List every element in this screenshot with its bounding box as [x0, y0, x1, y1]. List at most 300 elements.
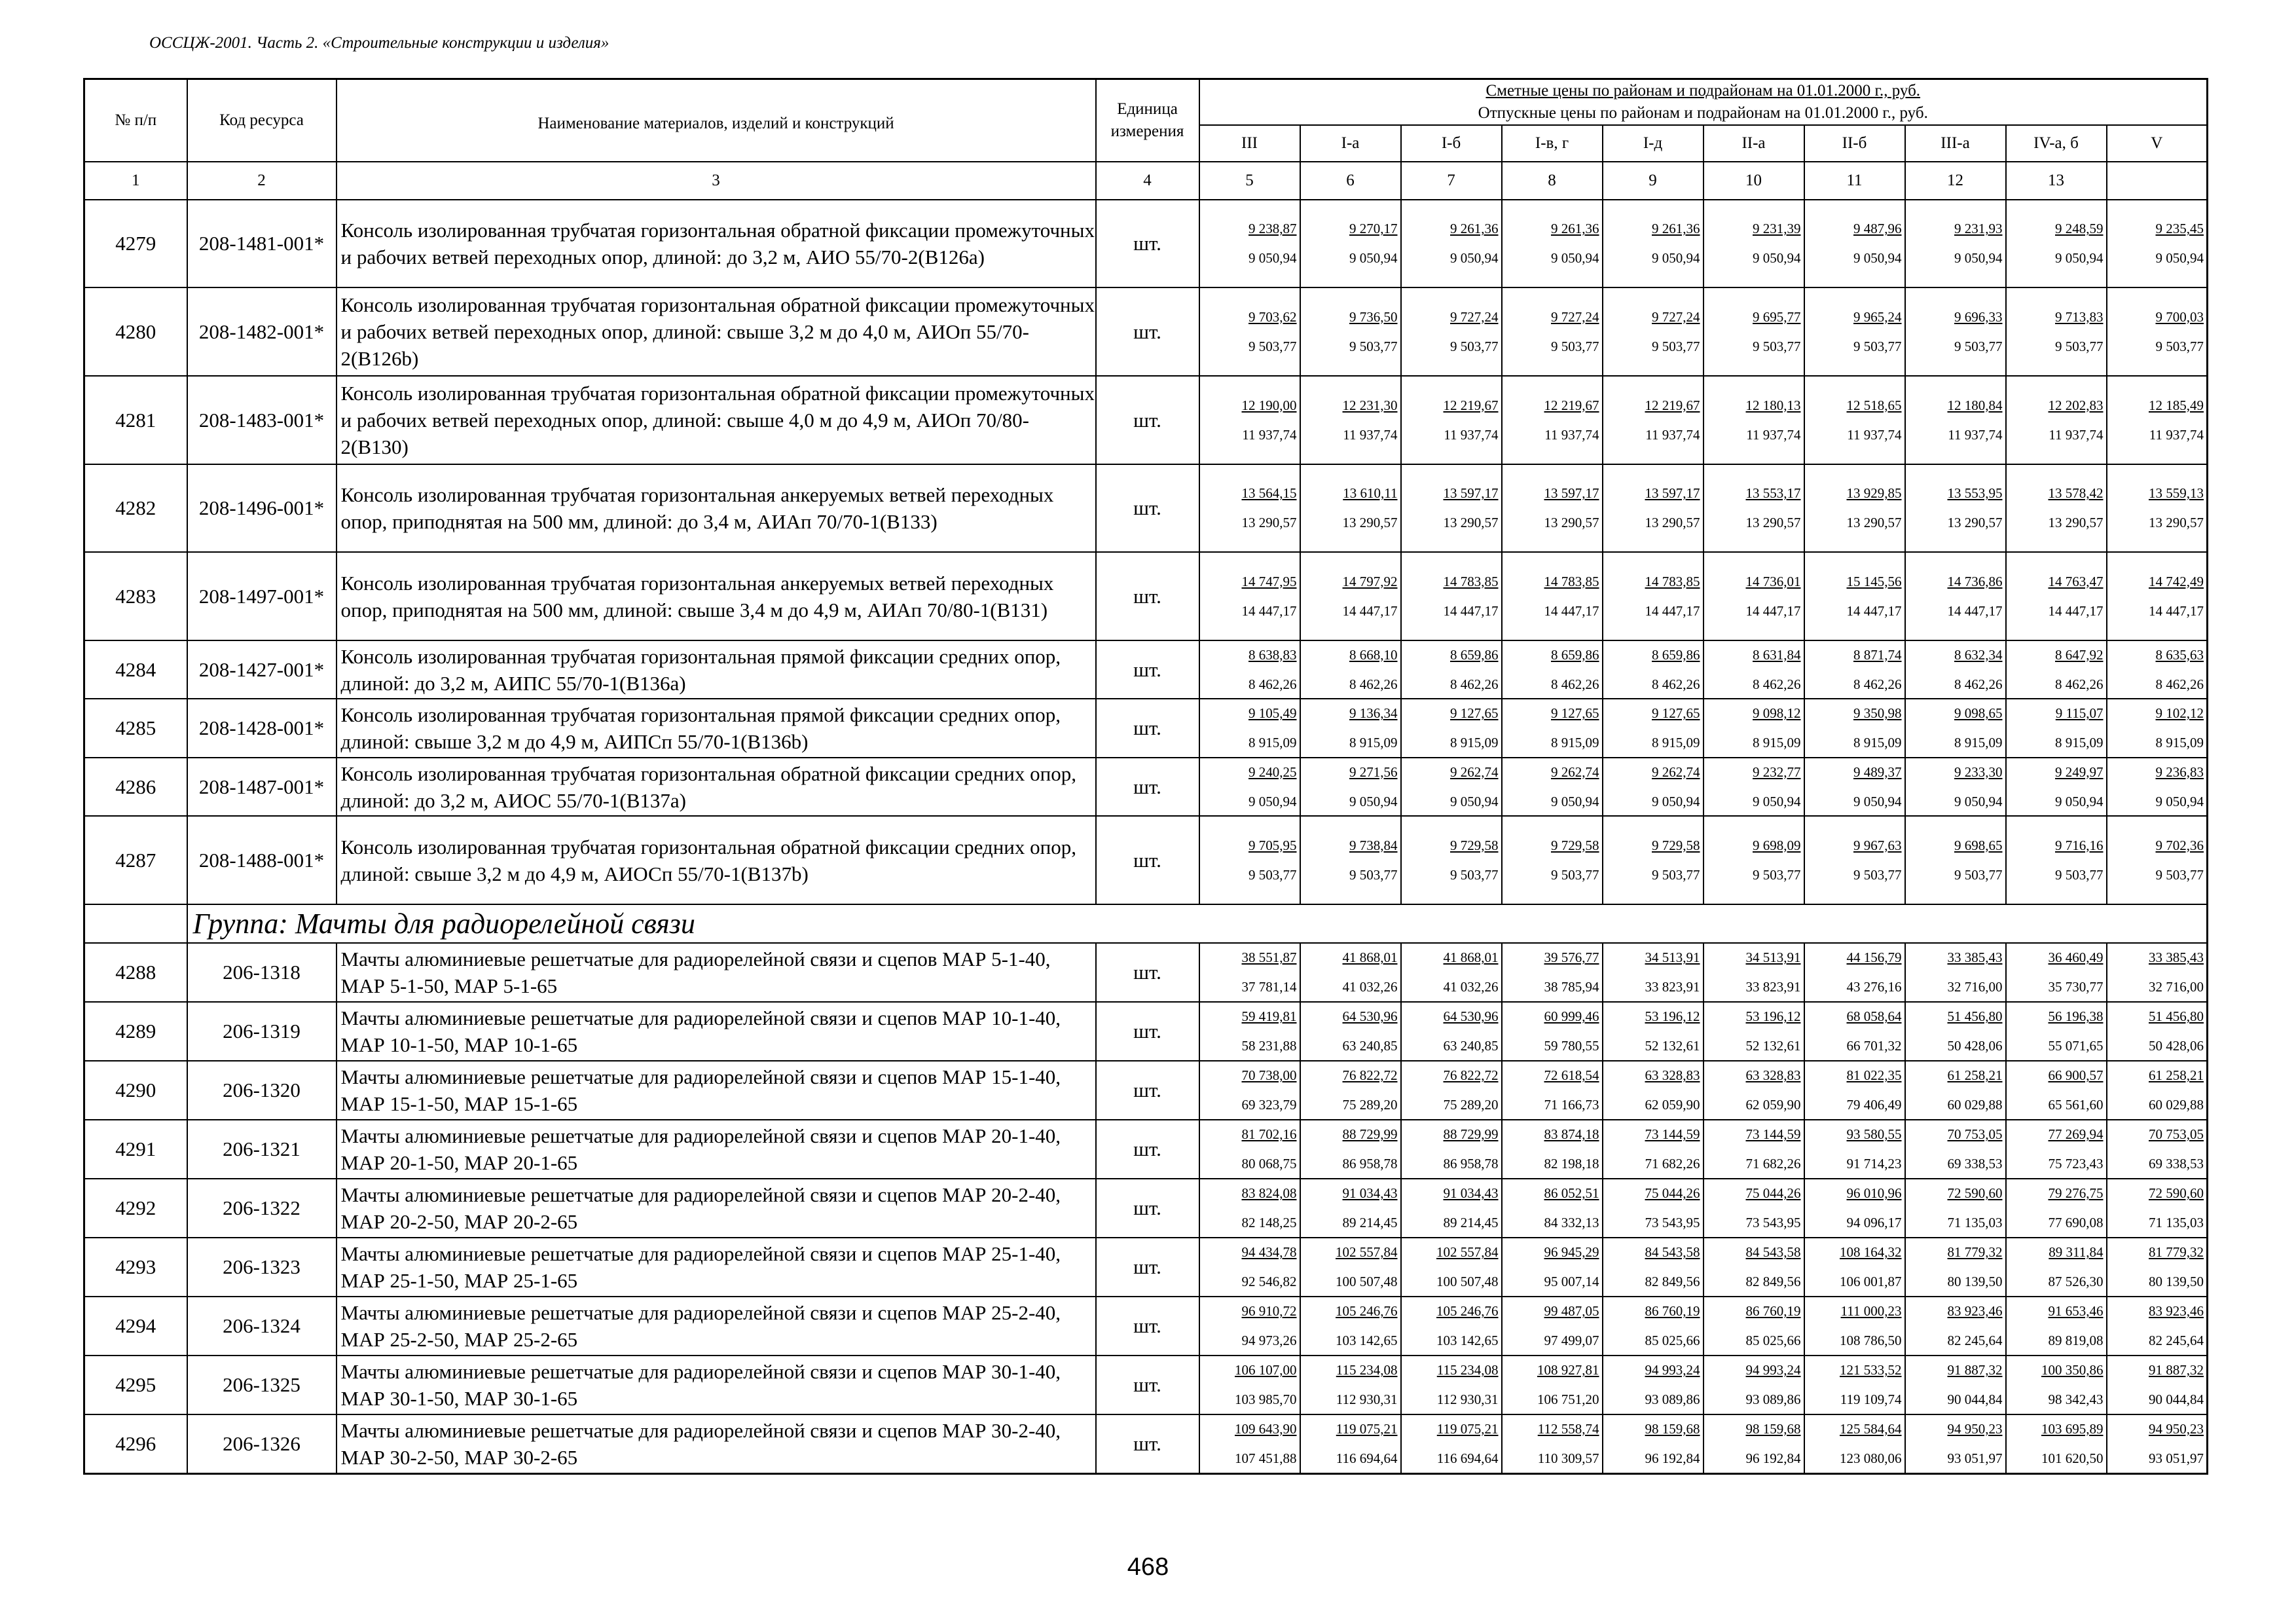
estimated-price: 8 871,74: [1853, 646, 1902, 663]
price-cell: [1199, 1238, 1300, 1297]
release-price: 63 240,85: [1342, 1038, 1398, 1054]
release-price: 14 447,17: [1241, 602, 1297, 619]
release-price: 73 543,95: [1745, 1215, 1801, 1230]
release-price: 69 338,53: [2149, 1156, 2204, 1172]
page-number: 468: [1127, 1553, 1169, 1581]
estimated-price: 13 553,17: [1745, 485, 1801, 501]
price-cell: [1401, 1002, 1502, 1061]
release-price: 9 050,94: [1349, 793, 1398, 809]
estimated-price: 63 328,83: [1745, 1067, 1801, 1083]
release-price: 43 276,16: [1846, 979, 1902, 995]
estimated-price: 33 385,43: [2149, 950, 2204, 965]
table-row: [84, 552, 2208, 640]
price-cell: [1199, 200, 1300, 287]
release-price: 11 937,74: [1847, 426, 1902, 443]
unit: шт.: [1096, 1238, 1199, 1297]
row-number: 4280: [84, 287, 187, 376]
estimated-price: 13 597,17: [1645, 485, 1700, 501]
price-cell: [1905, 1356, 2006, 1414]
estimated-price: 9 261,36: [1551, 221, 1599, 236]
price-cell: [2006, 376, 2107, 464]
release-price: 82 198,18: [1544, 1156, 1599, 1172]
estimated-price: 79 276,75: [2048, 1185, 2104, 1201]
release-price: 71 682,26: [1645, 1156, 1700, 1172]
item-name: Мачты алюминиевые решетчатые для радиорелейной связи и сцепов МАР 20-2-40, МАР 20-2-50, МАР 20-2-65: [337, 1179, 1096, 1238]
release-price: 41 032,26: [1342, 979, 1398, 995]
price-cell: [1804, 552, 1905, 640]
price-cell: [2107, 943, 2208, 1002]
estimated-price: 91 887,32: [1947, 1362, 2003, 1378]
estimated-price: 9 727,24: [1652, 308, 1700, 325]
price-cell: [1905, 287, 2006, 376]
price-cell: [1704, 1356, 1804, 1414]
release-price: 112 930,31: [1336, 1392, 1398, 1407]
item-name: Мачты алюминиевые решетчатые для радиорелейной связи и сцепов МАР 5-1-40, МАР 5-1-50, МАР 5-1-65: [337, 943, 1096, 1002]
resource-code: 206-1319: [187, 1002, 337, 1061]
header-unit: Единица измерения: [1096, 79, 1199, 162]
estimated-price: 115 234,08: [1436, 1362, 1499, 1378]
price-cell: [2107, 1356, 2208, 1414]
item-name: Мачты алюминиевые решетчатые для радиорелейной связи и сцепов МАР 25-1-40, МАР 25-1-50, МАР 25-1-65: [337, 1238, 1096, 1297]
row-number: 4286: [84, 758, 187, 816]
release-price: 9 050,94: [1551, 250, 1599, 266]
estimated-price: 8 647,92: [2055, 646, 2104, 663]
price-cell: [1704, 1297, 1804, 1356]
price-cell: [1804, 758, 1905, 816]
estimated-price: 9 248,59: [2055, 221, 2104, 236]
estimated-price: 13 597,17: [1544, 485, 1599, 501]
estimated-price: 86 052,51: [1544, 1185, 1599, 1201]
release-price: 9 503,77: [1551, 338, 1599, 354]
release-price: 9 050,94: [1450, 793, 1499, 809]
estimated-price: 14 797,92: [1342, 573, 1398, 589]
release-price: 37 781,14: [1241, 979, 1297, 995]
release-price: 93 051,97: [2149, 1450, 2204, 1466]
price-cell: [1905, 200, 2006, 287]
release-price: 100 507,48: [1336, 1274, 1398, 1289]
estimated-price: 112 558,74: [1537, 1420, 1599, 1437]
release-price: 9 050,94: [1248, 793, 1297, 809]
price-cell: [1401, 464, 1502, 552]
price-cell: [1704, 1061, 1804, 1120]
release-price: 9 503,77: [1954, 338, 2003, 354]
release-price: 75 723,43: [2048, 1156, 2104, 1172]
estimated-price: 94 993,24: [1745, 1362, 1801, 1378]
release-price: 11 937,74: [1544, 426, 1599, 443]
resource-code: 206-1323: [187, 1238, 337, 1297]
release-price: 52 132,61: [1745, 1038, 1801, 1054]
estimated-price: 106 107,00: [1235, 1362, 1297, 1378]
estimated-price: 13 929,85: [1846, 485, 1902, 501]
table-row: [84, 1238, 2208, 1297]
price-cell: [1401, 816, 1502, 904]
resource-code: 206-1322: [187, 1179, 337, 1238]
release-price: 73 543,95: [1645, 1215, 1700, 1230]
estimated-price: 94 993,24: [1645, 1362, 1700, 1378]
item-name: Консоль изолированная трубчатая горизонтальная прямой фиксации средних опор, длиной: свыше 3,2 м до 4,9 м, АИПСп 55/70-1(В136b): [337, 699, 1096, 758]
price-cell: [1603, 1356, 1704, 1414]
release-price: 9 503,77: [2155, 338, 2204, 354]
table-row: [84, 287, 2208, 376]
item-name: Консоль изолированная трубчатая горизонтальная обратной фиксации промежуточных и рабочих ветвей переходных опор, длиной: свыше 3,2 м до 4,0 м, АИОп 55/70-2(В126b): [337, 287, 1096, 376]
price-cell: [1199, 552, 1300, 640]
release-price: 82 849,56: [1645, 1274, 1700, 1289]
price-cell: [1804, 1238, 1905, 1297]
estimated-price: 12 219,67: [1544, 397, 1599, 413]
table-row: [84, 758, 2208, 816]
release-price: 82 245,64: [2149, 1333, 2204, 1348]
price-cell: [2107, 1414, 2208, 1473]
release-price: 62 059,90: [1745, 1097, 1801, 1113]
price-cell: [1502, 640, 1603, 699]
release-price: 9 050,94: [1853, 793, 1902, 809]
header-region: I-д: [1603, 125, 1704, 162]
price-cell: [1704, 1120, 1804, 1179]
price-cell: [1704, 699, 1804, 758]
estimated-price: 36 460,49: [2048, 950, 2104, 965]
estimated-price: 70 753,05: [2149, 1126, 2204, 1142]
release-price: 8 915,09: [1450, 735, 1499, 750]
release-price: 8 462,26: [1551, 676, 1599, 692]
table-row: [84, 1120, 2208, 1179]
estimated-price: 8 659,86: [1551, 646, 1599, 663]
release-price: 9 050,94: [1349, 250, 1398, 266]
release-price: 106 751,20: [1537, 1392, 1599, 1407]
price-cell: [1401, 200, 1502, 287]
estimated-price: 44 156,79: [1846, 950, 1902, 965]
table-row: [84, 1179, 2208, 1238]
price-cell: [1502, 1238, 1603, 1297]
release-price: 50 428,06: [2149, 1038, 2204, 1054]
item-name: Консоль изолированная трубчатая горизонтальная обратной фиксации средних опор, длиной: до 3,2 м, АИОС 55/70-1(В137а): [337, 758, 1096, 816]
resource-code: 206-1325: [187, 1356, 337, 1414]
release-price: 9 050,94: [1853, 250, 1902, 266]
release-price: 90 044,84: [2149, 1392, 2204, 1407]
estimated-price: 9 102,12: [2155, 705, 2204, 721]
price-cell: [2006, 552, 2107, 640]
release-price: 97 499,07: [1544, 1333, 1599, 1348]
release-price: 62 059,90: [1645, 1097, 1700, 1113]
release-price: 8 462,26: [1450, 676, 1499, 692]
estimated-price: 102 557,84: [1336, 1244, 1398, 1260]
price-cell: [1502, 1061, 1603, 1120]
price-cell: [1704, 1179, 1804, 1238]
estimated-price: 111 000,23: [1840, 1303, 1902, 1319]
release-price: 63 240,85: [1443, 1038, 1499, 1054]
price-cell: [2006, 1120, 2107, 1179]
estimated-price: 13 597,17: [1443, 485, 1499, 501]
price-cell: [1199, 1120, 1300, 1179]
price-cell: [2107, 640, 2208, 699]
estimated-price: 94 434,78: [1241, 1244, 1297, 1260]
price-cell: [1502, 376, 1603, 464]
release-price: 9 503,77: [1652, 866, 1700, 883]
release-price: 14 447,17: [1745, 602, 1801, 619]
header-region: I-а: [1300, 125, 1401, 162]
resource-code: 208-1481-001*: [187, 200, 337, 287]
release-price: 9 050,94: [2155, 793, 2204, 809]
column-number: 2: [187, 162, 337, 200]
price-cell: [1905, 1002, 2006, 1061]
table-row: [84, 1061, 2208, 1120]
estimated-price: 14 783,85: [1544, 573, 1599, 589]
column-number: 6: [1300, 162, 1401, 200]
price-cell: [1401, 1061, 1502, 1120]
price-cell: [1199, 758, 1300, 816]
estimated-price: 98 159,68: [1745, 1420, 1801, 1437]
price-cell: [1603, 699, 1704, 758]
item-name: Мачты алюминиевые решетчатые для радиорелейной связи и сцепов МАР 20-1-40, МАР 20-1-50, МАР 20-1-65: [337, 1120, 1096, 1179]
estimated-price: 51 456,80: [1947, 1008, 2003, 1024]
unit: шт.: [1096, 464, 1199, 552]
price-cell: [2107, 1061, 2208, 1120]
item-name: Консоль изолированная трубчатая горизонтальная обратной фиксации промежуточных и рабочих ветвей переходных опор, длиной: свыше 4,0 м до 4,9 м, АИОп 70/80-2(В130): [337, 376, 1096, 464]
release-price: 87 526,30: [2048, 1274, 2104, 1289]
estimated-price: 66 900,57: [2048, 1067, 2104, 1083]
estimated-price: 9 231,39: [1753, 221, 1801, 236]
price-cell: [1502, 1297, 1603, 1356]
estimated-price: 13 578,42: [2048, 485, 2104, 501]
price-cell: [2107, 552, 2208, 640]
estimated-price: 9 136,34: [1349, 705, 1398, 721]
estimated-price: 98 159,68: [1645, 1420, 1700, 1437]
estimated-price: 34 513,91: [1745, 950, 1801, 965]
row-number: 4289: [84, 1002, 187, 1061]
price-cell: [1603, 1179, 1704, 1238]
estimated-price: 9 698,09: [1753, 837, 1801, 853]
release-price: 14 447,17: [2149, 602, 2204, 619]
release-price: 66 701,32: [1846, 1038, 1902, 1054]
estimated-price: 84 543,58: [1745, 1244, 1801, 1260]
estimated-price: 125 584,64: [1840, 1420, 1902, 1437]
release-price: 9 503,77: [1551, 866, 1599, 883]
estimated-price: 9 127,65: [1652, 705, 1700, 721]
estimated-price: 93 580,55: [1846, 1126, 1902, 1142]
row-number: 4295: [84, 1356, 187, 1414]
price-cell: [1704, 376, 1804, 464]
release-price: 8 915,09: [1954, 735, 2003, 750]
release-price: 9 050,94: [1450, 250, 1499, 266]
price-cell: [1905, 1120, 2006, 1179]
row-number: 4288: [84, 943, 187, 1002]
estimated-price: 13 559,13: [2149, 485, 2204, 501]
price-cell: [1704, 758, 1804, 816]
release-price: 86 958,78: [1342, 1156, 1398, 1172]
price-cell: [2006, 1297, 2107, 1356]
table-row: [84, 464, 2208, 552]
release-price: 13 290,57: [1947, 515, 2003, 530]
price-cell: [1905, 816, 2006, 904]
release-price: 60 029,88: [2149, 1097, 2204, 1113]
estimated-price: 94 950,23: [1947, 1420, 2003, 1437]
release-price: 9 050,94: [1753, 793, 1801, 809]
estimated-price: 91 034,43: [1342, 1185, 1398, 1201]
row-number: 4287: [84, 816, 187, 904]
item-name: Мачты алюминиевые решетчатые для радиорелейной связи и сцепов МАР 25-2-40, МАР 25-2-50, МАР 25-2-65: [337, 1297, 1096, 1356]
price-cell: [1502, 1356, 1603, 1414]
unit: шт.: [1096, 1297, 1199, 1356]
header-region: II-б: [1804, 125, 1905, 162]
price-cell: [2107, 200, 2208, 287]
release-price: 95 007,14: [1544, 1274, 1599, 1289]
estimated-price: 9 262,74: [1551, 764, 1599, 780]
release-price: 93 051,97: [1947, 1450, 2003, 1466]
item-name: Консоль изолированная трубчатая горизонтальная анкеруемых ветвей переходных опор, приподнятая на 500 мм, длиной: свыше 3,4 м до 4,9 м, АИАп 70/80-1(В131): [337, 552, 1096, 640]
price-cell: [1199, 376, 1300, 464]
price-cell: [1300, 816, 1401, 904]
release-price: 13 290,57: [1645, 515, 1700, 530]
estimated-price: 9 727,24: [1551, 308, 1599, 325]
release-price: 9 050,94: [1753, 250, 1801, 266]
price-cell: [1401, 640, 1502, 699]
estimated-price: 60 999,46: [1544, 1008, 1599, 1024]
price-cell: [1804, 1414, 1905, 1473]
release-price: 8 462,26: [1753, 676, 1801, 692]
price-cell: [1905, 1297, 2006, 1356]
estimated-price: 9 238,87: [1248, 221, 1297, 236]
release-price: 8 462,26: [2055, 676, 2104, 692]
price-cell: [2006, 943, 2107, 1002]
price-cell: [1603, 1297, 1704, 1356]
price-cell: [1804, 699, 1905, 758]
price-cell: [1603, 1414, 1704, 1473]
price-cell: [1300, 200, 1401, 287]
price-cell: [1502, 816, 1603, 904]
unit: шт.: [1096, 640, 1199, 699]
estimated-price: 13 610,11: [1343, 485, 1398, 501]
release-price: 82 148,25: [1241, 1215, 1297, 1230]
estimated-price: 119 075,21: [1436, 1420, 1499, 1437]
table-row: [84, 1356, 2208, 1414]
estimated-price: 63 328,83: [1645, 1067, 1700, 1083]
price-cell: [2006, 816, 2107, 904]
estimated-price: 8 659,86: [1652, 646, 1700, 663]
column-number: 4: [1096, 162, 1199, 200]
estimated-price: 14 783,85: [1645, 573, 1700, 589]
estimated-price: 51 456,80: [2149, 1008, 2204, 1024]
estimated-price: 9 262,74: [1652, 764, 1700, 780]
estimated-price: 9 700,03: [2155, 308, 2204, 325]
release-price: 8 915,09: [2155, 735, 2204, 750]
price-cell: [1199, 464, 1300, 552]
release-price: 38 785,94: [1544, 979, 1599, 995]
release-price: 91 714,23: [1846, 1156, 1902, 1172]
item-name: Консоль изолированная трубчатая горизонтальная обратной фиксации промежуточных и рабочих ветвей переходных опор, длиной: до 3,2 м, АИО 55/70-2(В126а): [337, 200, 1096, 287]
estimated-price: 34 513,91: [1645, 950, 1700, 965]
price-cell: [2006, 200, 2107, 287]
row-number: 4284: [84, 640, 187, 699]
price-cell: [1905, 1061, 2006, 1120]
release-price: 35 730,77: [2048, 979, 2104, 995]
estimated-price: 9 736,50: [1349, 308, 1398, 325]
price-cell: [1300, 1414, 1401, 1473]
estimated-price: 59 419,81: [1241, 1008, 1297, 1024]
release-price: 13 290,57: [2149, 515, 2204, 530]
unit: шт.: [1096, 699, 1199, 758]
row-number: 4294: [84, 1297, 187, 1356]
release-price: 80 139,50: [1947, 1274, 2003, 1289]
estimated-price: 9 236,83: [2155, 764, 2204, 780]
price-cell: [2006, 1002, 2107, 1061]
release-price: 13 290,57: [2048, 515, 2104, 530]
header-region: III-а: [1905, 125, 2006, 162]
estimated-price: 76 822,72: [1443, 1067, 1499, 1083]
release-price: 75 289,20: [1443, 1097, 1499, 1113]
release-price: 71 166,73: [1544, 1097, 1599, 1113]
price-cell: [1199, 816, 1300, 904]
release-price: 8 462,26: [1853, 676, 1902, 692]
price-cell: [1502, 758, 1603, 816]
price-cell: [1603, 552, 1704, 640]
estimated-price: 102 557,84: [1436, 1244, 1499, 1260]
release-price: 14 447,17: [1443, 602, 1499, 619]
table-row: [84, 943, 2208, 1002]
table-row: [84, 200, 2208, 287]
estimated-price: 8 631,84: [1753, 646, 1801, 663]
estimated-price: 9 705,95: [1248, 837, 1297, 853]
estimated-price: 9 270,17: [1349, 221, 1398, 236]
estimated-price: 96 910,72: [1241, 1303, 1297, 1319]
estimated-price: 9 713,83: [2055, 308, 2104, 325]
release-price: 9 050,94: [1954, 250, 2003, 266]
price-cell: [1401, 1120, 1502, 1179]
estimated-price: 8 632,34: [1954, 646, 2003, 663]
estimated-price: 121 533,52: [1840, 1362, 1902, 1378]
estimated-price: 83 923,46: [1947, 1303, 2003, 1319]
release-price: 112 930,31: [1436, 1392, 1499, 1407]
estimated-price: 15 145,56: [1846, 573, 1902, 589]
price-cell: [1704, 287, 1804, 376]
price-cell: [2107, 464, 2208, 552]
estimated-price: 14 747,95: [1241, 573, 1297, 589]
price-cell: [2107, 816, 2208, 904]
release-price: 107 451,88: [1235, 1450, 1297, 1466]
price-cell: [1199, 1002, 1300, 1061]
release-price: 11 937,74: [1242, 426, 1297, 443]
price-cell: [1502, 943, 1603, 1002]
price-cell: [1804, 943, 1905, 1002]
estimated-price: 53 196,12: [1745, 1008, 1801, 1024]
estimated-price: 115 234,08: [1336, 1362, 1398, 1378]
price-cell: [1401, 1179, 1502, 1238]
price-cell: [2006, 1061, 2107, 1120]
price-cell: [1603, 1061, 1704, 1120]
estimated-price: 9 105,49: [1248, 705, 1297, 721]
release-price: 13 290,57: [1544, 515, 1599, 530]
release-price: 9 050,94: [1954, 793, 2003, 809]
price-cell: [1401, 552, 1502, 640]
estimated-price: 14 742,49: [2149, 573, 2204, 589]
price-cell: [2107, 287, 2208, 376]
header-region: II-а: [1704, 125, 1804, 162]
item-name: Мачты алюминиевые решетчатые для радиорелейной связи и сцепов МАР 30-2-40, МАР 30-2-50, МАР 30-2-65: [337, 1414, 1096, 1473]
price-cell: [1300, 943, 1401, 1002]
estimated-price: 9 231,93: [1954, 221, 2003, 236]
release-price: 33 823,91: [1645, 979, 1700, 995]
unit: шт.: [1096, 1356, 1199, 1414]
column-number: 1: [84, 162, 187, 200]
release-price: 9 503,77: [2055, 866, 2104, 883]
release-price: 14 447,17: [1544, 602, 1599, 619]
estimated-price: 9 233,30: [1954, 764, 2003, 780]
estimated-price: 75 044,26: [1645, 1185, 1700, 1201]
estimated-price: 33 385,43: [1947, 950, 2003, 965]
price-cell: [1804, 287, 1905, 376]
release-price: 14 447,17: [2048, 602, 2104, 619]
release-price: 9 503,77: [2055, 338, 2104, 354]
release-price: 98 342,43: [2048, 1392, 2104, 1407]
release-price: 93 089,86: [1645, 1392, 1700, 1407]
